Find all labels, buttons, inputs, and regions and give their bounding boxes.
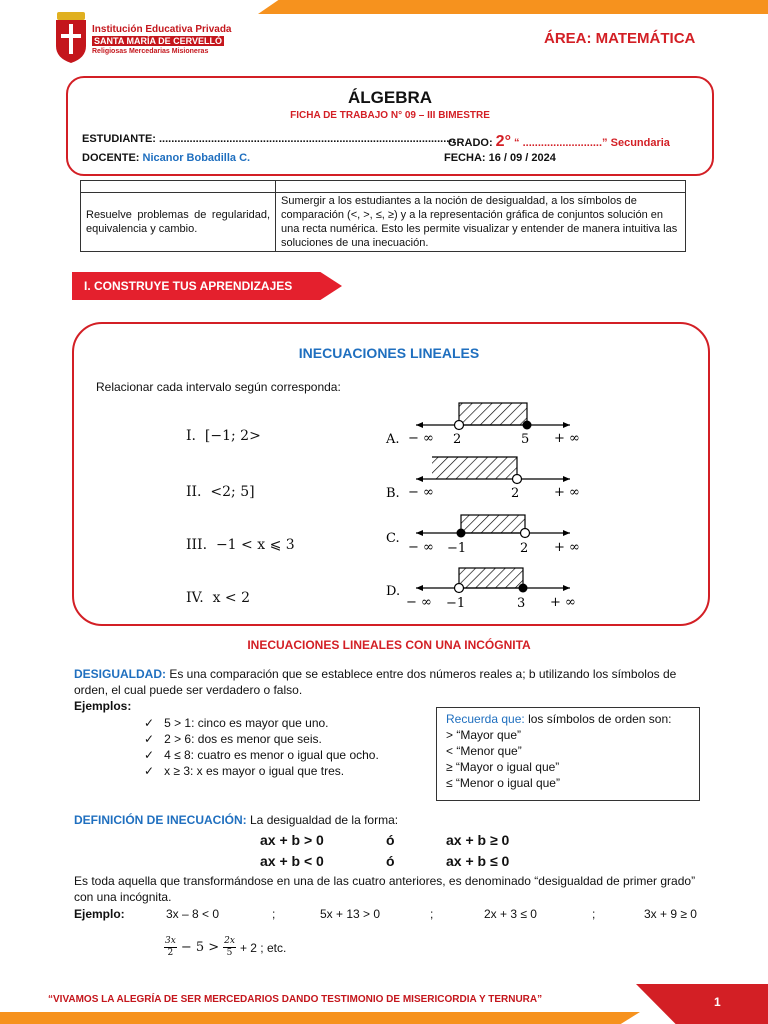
example-item: 2x + 3 ≤ 0 [484,907,537,921]
denominator: 5 [226,948,233,958]
option-number: IV. [186,590,204,606]
operator: − 5 > [180,940,220,955]
label: − ∞ [408,540,434,555]
graph-letter: C. [386,531,400,546]
desigualdad-paragraph [74,666,706,698]
separator: ; [430,907,434,921]
option-expression: [−1; 2> [204,428,261,444]
subject-area: ÁREA: MATEMÁTICA [544,30,696,47]
list-item [144,763,379,779]
competence-table [80,180,686,252]
example-text: 2 > 6: dos es menor que seis. [164,732,322,746]
list-item: ≤ “Menor o igual que” [446,776,560,790]
label: − ∞ [406,595,432,610]
denominator: 2 [167,948,174,958]
open-point [521,529,530,538]
shaded-interval [459,403,527,425]
purpose-cell: Sumergir a los estudiantes a la noción de desigualdad, a los símbolos de comparación (<, >, ≤, ≥) y a la representación gráfica de conjuntos solución en una recta numérica. Esto les permite visualizar y entender de manera intuitiva las soluciones de una inecuación. [276,193,686,252]
desigualdad-text: Es una comparación que se establece entre dos números reales a; b utilizando los símbolos de orden, el cual puede ser verdadero o falso. [74,667,677,697]
separator: ; [592,907,596,921]
separator: ; [272,907,276,921]
list-item [144,715,379,731]
shaded-interval [459,568,523,588]
page-number: 1 [714,995,721,1009]
table-row [81,193,686,252]
example-item: 5x + 13 > 0 [320,907,381,921]
competence-cell: Resuelve problemas de regularidad, equivalencia y cambio. [81,193,276,252]
open-point [513,475,522,484]
fraction [164,936,177,959]
examples-label: Ejemplos: [74,699,132,713]
label: −1 [447,541,467,556]
label: − ∞ [408,485,434,500]
definition-line [74,812,398,828]
date-line: FECHA: 16 / 09 / 2024 [444,152,556,164]
student-line: ESTUDIANTE: ................................................................................................. [82,133,456,145]
school-name: Institución Educativa Privada [92,24,232,35]
label: − ∞ [408,431,434,446]
page-title: ÁLGEBRA [347,88,433,107]
option-expression: −1 < x ⩽ 3 [215,537,295,553]
definition-label: DEFINICIÓN DE INECUACIÓN: [74,813,247,827]
label: 2 [511,486,520,501]
numerator: 2x [224,936,235,946]
section-title: I. CONSTRUYE TUS APRENDIZAJES [84,279,293,293]
teacher-name: Nicanor Bobadilla C. [142,152,251,164]
footer-corner [636,984,768,1024]
header-accent-bar [258,0,768,14]
list-item: < “Menor que” [446,744,522,758]
label: 2 [520,541,529,556]
option-i [186,428,261,444]
form-2: ax + b ≥ 0 [446,832,510,848]
table-cell [276,181,686,193]
option-expression: <2; 5] [210,484,255,500]
reminder-label: Recuerda que: [446,712,525,726]
fraction-example [164,936,286,959]
option-ii [186,484,255,500]
option-iv [186,590,250,606]
list-item: > “Mayor que” [446,728,522,742]
instruction: Relacionar cada intervalo según corresponda: [96,380,341,394]
shaded-interval [461,515,525,533]
open-point [455,421,464,430]
option-number: I. [186,428,196,444]
grade-line [448,133,670,151]
list-item: ≥ “Mayor o igual que” [446,760,560,774]
label: + ∞ [554,485,580,500]
graph-letter: B. [386,486,400,501]
reminder-content [446,711,671,791]
reminder-heading [446,711,671,727]
teacher-line [82,152,250,164]
list-item [144,747,379,763]
definition-text: La desigualdad de la forma: [246,813,399,827]
closed-point [457,529,466,538]
example-end: + 2 ; etc. [239,940,287,955]
open-point [455,584,464,593]
fraction [223,936,236,959]
number-line-graphs [380,396,590,616]
label: 5 [521,432,530,447]
form-4: ax + b ≤ 0 [446,853,510,869]
graph-d [386,568,576,611]
check-icon: ✓ [144,732,155,746]
form-3: ax + b < 0 [260,853,324,869]
example-text: 5 > 1: cinco es mayor que uno. [164,716,329,730]
numerator: 3x [165,936,176,946]
example-text: 4 ≤ 8: cuatro es menor o igual que ocho. [164,748,379,762]
school-congregation: Religiosas Mercedarias Misioneras [92,48,209,55]
list-item [144,731,379,747]
graph-letter: A. [386,432,400,447]
form-or: ó [386,832,395,848]
label: 3 [517,596,526,611]
graph-c [386,515,580,556]
example-item: 3x + 9 ≥ 0 [644,907,697,921]
check-icon: ✓ [144,764,155,778]
explanation: Es toda aquella que transformándose en una de las cuatro anteriores, es denominado “desigualdad de primer grado” con una incógnita. [74,874,696,904]
footer-quote: “VIVAMOS LA ALEGRÍA DE SER MERCEDARIOS DANDO TESTIMONIO DE MISERICORDIA Y TERNURA” [48,994,543,1005]
option-number: II. [186,484,202,500]
table-cell [81,181,276,193]
teacher-label: DOCENTE: [82,152,140,164]
content-subtitle: INECUACIONES LINEALES CON UNA INCÓGNITA [247,638,531,652]
form-or: ó [386,853,395,869]
example-text: x ≥ 3: x es mayor o igual que tres. [164,764,345,778]
label: + ∞ [550,595,576,610]
label: −1 [446,596,466,611]
closed-point [519,584,528,593]
footer-bar [0,1012,640,1024]
check-icon: ✓ [144,748,155,762]
grade-dots: “ ..........................” [514,137,608,149]
grade-level: Secundaria [610,137,670,149]
worksheet-subtitle: FICHA DE TRABAJO N° 09 – III BIMESTRE [290,110,490,121]
label: 2 [453,432,462,447]
closed-point [523,421,532,430]
reminder-text: los símbolos de orden son: [524,712,672,726]
examples-list [144,715,379,779]
label: + ∞ [554,431,580,446]
shaded-interval [432,457,517,479]
example-label: Ejemplo: [74,907,125,921]
card-title: INECUACIONES LINEALES [298,345,480,361]
school-subtitle: SANTA MARÍA DE CERVELLÓ [94,36,223,46]
graph-b [386,457,580,501]
graph-a [385,403,580,447]
desigualdad-label: DESIGUALDAD: [74,667,166,681]
school-crest-icon [54,10,88,64]
grade-value: 2° [495,133,511,150]
table-header-row [81,181,686,193]
option-expression: x < 2 [212,590,250,606]
form-1: ax + b > 0 [260,832,324,848]
label: + ∞ [554,540,580,555]
check-icon: ✓ [144,716,155,730]
grade-label: GRADO: [448,137,493,149]
example-item: 3x – 8 < 0 [166,907,220,921]
graph-letter: D. [386,584,401,599]
option-number: III. [186,537,208,553]
option-iii [186,537,295,553]
